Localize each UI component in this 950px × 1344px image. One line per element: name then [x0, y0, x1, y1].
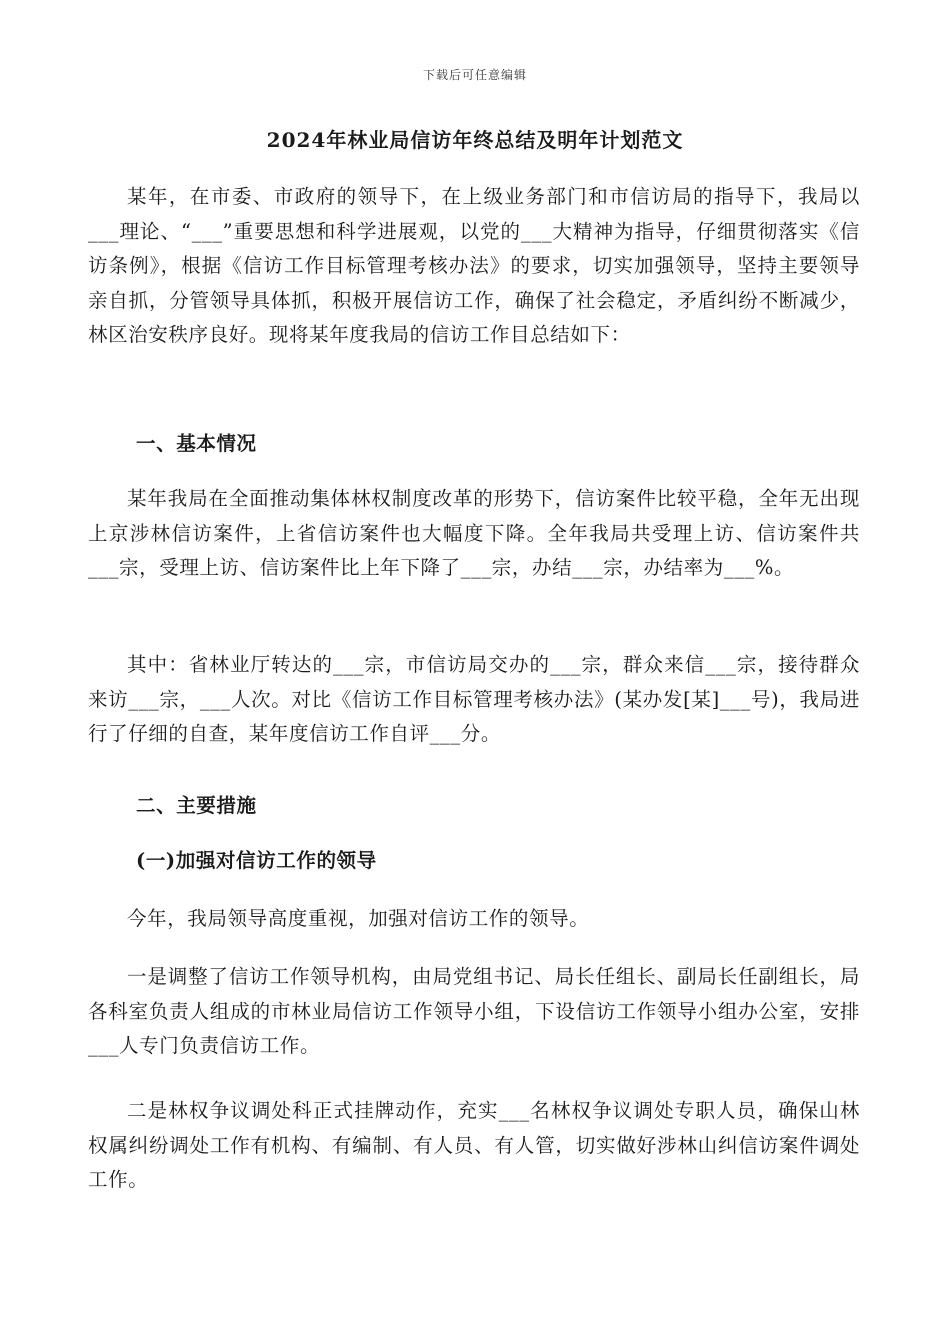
- subsection-1-paragraph-1: 今年，我局领导高度重视，加强对信访工作的领导。: [127, 907, 590, 930]
- header-note: 下载后可任意编辑: [422, 68, 527, 82]
- subsection-1-paragraph-3: 二是林权争议调处科正式挂牌动作，充实___名林权争议调处专职人员，确保山林权属纠纷调处工作有机构、有编制、有人员、有人管，切实做好涉林山纠信访案件调处工作。: [88, 1099, 860, 1191]
- section-2-heading: 二、主要措施: [136, 794, 257, 817]
- section-1-heading: 一、基本情况: [136, 432, 257, 455]
- document-title: 2024年林业局信访年终总结及明年计划范文: [266, 128, 684, 152]
- intro-paragraph: 某年，在市委、市政府的领导下，在上级业务部门和市信访局的指导下，我局以___理论、“___”重要思想和科学进展观，以党的___大精神为指导，仔细贯彻落实《信访条例》，根据《信访工作目标管理考核办法》的要求，切实加强领导，坚持主要领导亲自抓，分管领导具体抓，积极开展信访工作，确保了社会稳定，矛盾纠纷不断减少，林区治安秩序良好。现将某年度我局的信访工作目总结如下：: [88, 185, 860, 346]
- section-1-paragraph-2: 其中：省林业厅转达的___宗，市信访局交办的___宗，群众来信___宗，接待群众来访___宗，___人次。对比《信访工作目标管理考核办法》(某办发[某]___号)，我局进行了仔细的自查，某年度信访工作自评___分。: [88, 653, 860, 745]
- subsection-1-paragraph-2: 一是调整了信访工作领导机构，由局党组书记、局长任组长、副局长任副组长，局各科室负责人组成的市林业局信访工作领导小组，下设信访工作领导小组办公室，安排___人专门负责信访工作。: [88, 965, 860, 1057]
- section-1-paragraph-1: 某年我局在全面推动集体林权制度改革的形势下，信访案件比较平稳，全年无出现上京涉林信访案件，上省信访案件也大幅度下降。全年我局共受理上访、信访案件共___宗，受理上访、信访案件比上年下降了___宗，办结___宗，办结率为___%。: [88, 487, 860, 579]
- subsection-1-heading: (一)加强对信访工作的领导: [136, 849, 377, 872]
